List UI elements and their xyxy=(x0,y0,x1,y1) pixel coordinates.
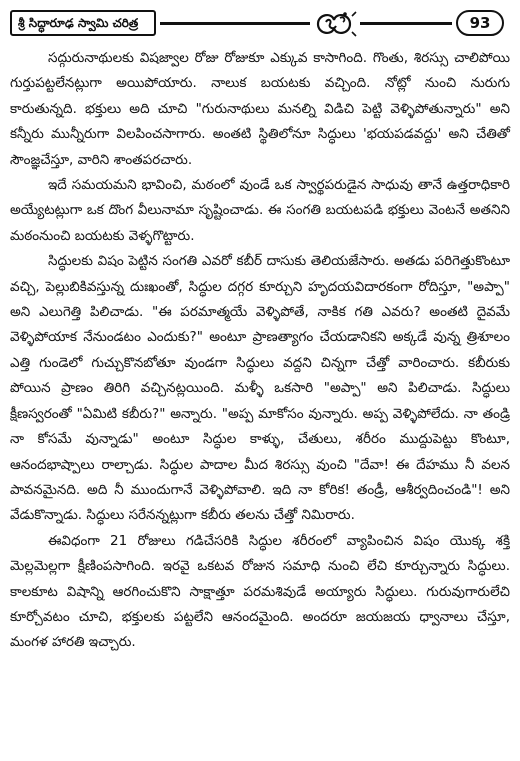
header-rule-right xyxy=(360,22,452,25)
body-text xyxy=(10,46,510,656)
book-title: శ్రీ సిద్ధారూఢ స్వామి చరిత్ర xyxy=(10,10,156,36)
paragraph-4: ఈవిధంగా 21 రోజులు గడిచేసరికి సిద్ధుల శరీరంలో వ్యాపించిన విషం యొక్క శక్తి మెల్లమెల్లగా క్షీణింపసాగింది. ఇరవై ఒకటవ రోజున సమాధి నుంచి లేచి కూర్చున్నారు సిద్ధులు. కాలకూట విషాన్ని ఆరగించుకొని సాక్షాత్తూ పరమశివుడే అయ్యారు సిద్ధులు. గురువుగారులేచి కూర్చోవటం చూచి, భక్తులకు పట్టలేని ఆనందమైంది. అందరూ జయజయ ధ్వానాలు చేస్తూ, మంగళ హారతి ఇచ్చారు. xyxy=(10,532,510,651)
page-number: 93 xyxy=(456,10,504,36)
paragraph-1: సద్గురునాథులకు విషజ్వాల రోజు రోజుకూ ఎక్కువ కాసాగింది. గొంతు, శిరస్సు చాలిపోయి గుర్తుపట్టలేనట్లుగా అయిపోయారు. నాలుక బయటకు వచ్చింది. నోట్లో నుంచి నురుగు కారుతున్నది. భక్తులు అది చూచి "గురునాథులు మనల్ని విడిచి పెట్టి వెళ్ళిపోతున్నారు" అని కన్నీరు మున్నీరుగా విలపించసాగారు. అంతటి స్థితిలోనూ సిద్ధులు 'భయపడవద్దు' అని చేతితో సౌంజ్ఞచేస్తూ, వారిని శాంతపరచారు. xyxy=(10,50,510,168)
om-emblem-icon xyxy=(312,8,358,40)
header-rule-left xyxy=(160,22,310,25)
paragraph-3: సిద్ధులకు విషం పెట్టిన సంగతి ఎవరో కబీర్ దాసుకు తెలియజేసారు. అతడు పరిగెత్తుకొంటూ వచ్చి, పెల్లుబికివస్తున్న దుఃఖంతో, సిద్ధుల దగ్గర కూర్చుని హృదయవిదారకంగా రోదిస్తూ, "అప్పా" అని ఎలుగెత్తి పిలిచాడు. "ఈ పరమాత్మయే వెళ్ళిపోతే, నాకిక గతి ఎవరు? అంతటి దైవమే వెళ్ళిపోయాక నేనుండటం ఎందుకు?" అంటూ ప్రాణత్యాగం చేయడానికని అక్కడే వున్న త్రిశూలం ఎత్తి గుండెలో గుచ్చుకొనబోతూ వుండగా సిద్ధులు వద్దని చిన్నగా చేత్తో వారించారు. కబీరుకు పోయిన ప్రాణం తిరిగి వచ్చినట్లయింది. మళ్ళీ ఒకసారి "అప్పా" అని పిలిచాడు. సిద్ధులు క్షీణస్వరంతో "ఏమిటి కబీరు?" అన్నారు. "అప్ప మాకోసం వున్నారు. అప్ప వెళ్ళిపోలేదు. నా తండ్రి నా కోసమే వున్నాడు" అంటూ సిద్ధుల కాళ్ళు, చేతులు, శరీరం ముద్దుపెట్టు కొంటూ, ఆనందభాష్పాలు రాల్చాడు. సిద్ధుల పాదాల మీద శిరస్సు వుంచి "దేవా! ఈ దేహము నీ వలన పావనమైనది. అది నీ ముందుగానే వెళ్ళిపోవాలి. ఇది నా కోరిక! తండ్రీ, ఆశీర్వదించండి"! అని వేడుకొన్నాడు. సిద్ధులు సరేనన్నట్లుగా కబీరు తలను చేత్తో నిమిరారు. xyxy=(10,253,510,524)
page-header xyxy=(10,8,510,42)
paragraph-2: ఇదే సమయమని భావించి, మఠంలో వుండే ఒక స్వార్థపరుడైన సాధువు తానే ఉత్తరాధికారి అయ్యేటట్లుగా ఒక దొంగ వీలునామా సృష్టించాడు. ఈ సంగతి బయటపడి భక్తులు వెంటనే అతనిని మఠంనుంచి బయటకు వెళ్ళగొట్టారు. xyxy=(10,177,510,244)
